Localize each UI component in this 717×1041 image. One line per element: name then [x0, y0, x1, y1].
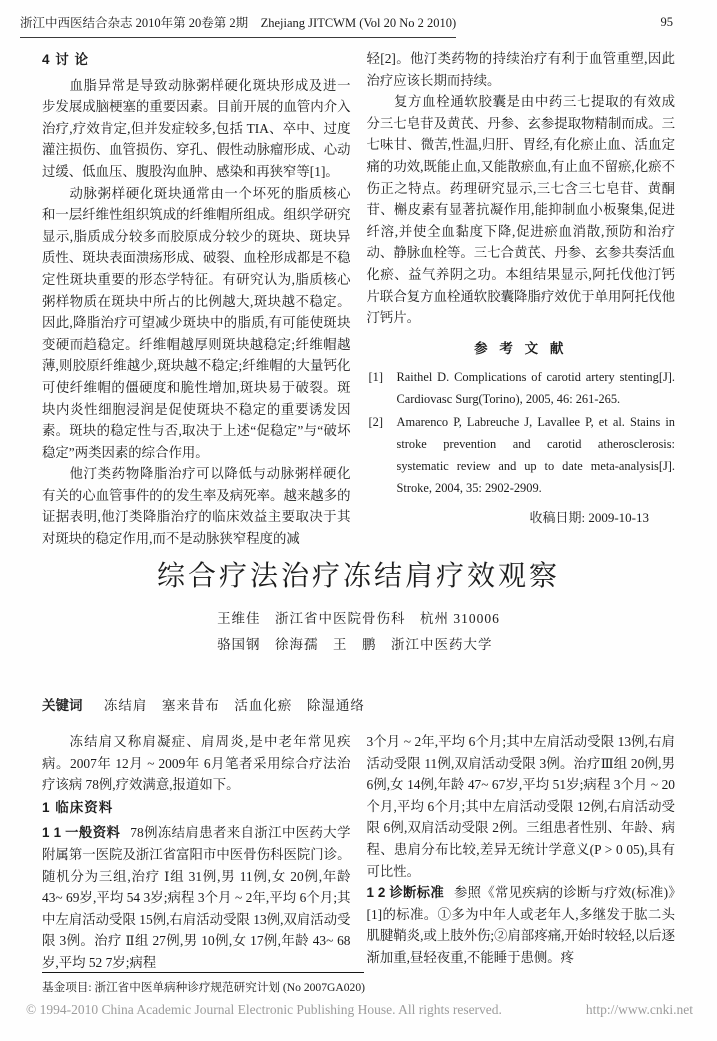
copyright-url: http://www.cnki.net — [585, 1002, 693, 1017]
section1-heading: 1 临床资料 — [42, 799, 114, 815]
received-date: 收稿日期: 2009-10-13 — [529, 510, 649, 526]
body-left-column — [42, 731, 351, 974]
author-line-2: 骆国钢 徐海孺 王 鹏 浙江中医药大学 — [217, 637, 493, 652]
fund-footnote: 基金项目: 浙江省中医单病种诊疗规范研究计划 (No 2007GA020) — [42, 972, 364, 995]
section11-paragraph — [42, 822, 351, 973]
journal-title-line: 浙江中西医结合杂志 2010年第 20卷第 2期 Zhejiang JITCWM (Vol 20 No 2 2010) — [20, 13, 456, 38]
article-title: 综合疗法治疗冻结肩疗效观察 — [156, 561, 560, 592]
body-right-column — [367, 731, 676, 974]
reference-text: Amarenco P, Labreuche J, Lavallee P, et al. Stains in stroke prevention and carotid atherosclerosis: systematic review and up to date meta-analysis[J]. Stroke, 2004, 35: 2902-2909. — [396, 415, 675, 496]
discussion-left-column — [42, 48, 351, 550]
page-header — [20, 13, 657, 38]
keywords-label: 关键词 — [42, 698, 83, 713]
section11-paragraph-continued: 3个月 ~ 2年,平均 6个月;其中左肩活动受限 13例,右肩活动受限 11例,双肩活动受限 3例。治疗Ⅲ组 20例,男 6例,女 14例,年龄 47~ 67岁,平均 51岁;病程 3个月 ~ 20个月,平均 6个月;其中左肩活动受限 12例,右肩活动受限 6例,双肩活动受限 2例。三组患者性别、年龄、病程、患肩分布比较,差异无统计学意义(P > 0 05),具有可比性。 — [366, 734, 675, 879]
reference-item — [367, 411, 676, 499]
keywords-text: 冻结肩 塞来昔布 活血化瘀 除湿通络 — [103, 698, 365, 713]
article-header — [0, 554, 717, 658]
discussion-paragraph-1: 血脂异常是导致动脉粥样硬化斑块形成及进一步发展成脑梗塞的重要因素。目前开展的血管内介入治疗,疗效肯定,但并发症较多,包括 TIA、卒中、过度灌注损伤、血管损伤、穿孔、假性动脉瘤形成、心动过缓、低血压、腹股沟血肿、感染和再狭窄等[1]。 — [42, 77, 351, 179]
discussion-paragraph-4: 复方血栓通软胶囊是由中药三七提取的有效成分三七皂苷及黄芪、丹参、玄参提取物精制而成。三七味甘、微苦,性温,归肝、胃经,有化瘀止血、活血定痛的功效,既能止血,又能散瘀血,有止血不留瘀,化瘀不伤正之特点。药理研究显示,三七含三七皂苷、黄酮苷、槲皮素有显著抗凝作用,能抑制血小板聚集,促进纤溶,并使全血黏度下降,促进瘀血消散,预防和治疗动、静脉血栓等。三七合黄芪、丹参、玄参共奏活血化瘀、益气养阴之功。本组结果显示,阿托伐他汀钙片联合复方血栓通软胶囊降脂疗效优于单用阿托伐他汀钙片。 — [366, 94, 675, 326]
page-number: 95 — [660, 15, 673, 29]
references-heading: 参 考 文 献 — [474, 340, 568, 356]
author-line-1: 王维佳 浙江省中医院骨伤科 杭州 310006 — [217, 611, 500, 626]
author-block — [217, 606, 500, 658]
reference-number: [2] — [368, 415, 383, 430]
copyright-line — [26, 1002, 693, 1018]
discussion-paragraph-continued: 轻[2]。他汀类药物的持续治疗有利于血管重塑,因此治疗应该长期而持续。 — [366, 51, 675, 88]
reference-text: Raithel D. Complications of carotid artery stenting[J]. Cardiovasc Surg(Torino), 2005, 46: 261-265. — [396, 370, 675, 407]
reference-item — [367, 366, 676, 410]
section11-label: 1 1 一般资料 — [42, 825, 121, 841]
discussion-right-column — [367, 48, 676, 550]
discussion-section — [42, 48, 675, 550]
keywords-line — [42, 694, 675, 714]
section12-paragraph — [367, 882, 676, 968]
section12-label: 1 2 诊断标准 — [366, 885, 444, 901]
intro-paragraph: 冻结肩又称肩凝症、肩周炎,是中老年常见疾病。2007年 12月 ~ 2009年 6月笔者采用综合疗法治疗该病 78例,疗效满意,报道如下。 — [42, 734, 351, 793]
copyright-text: © 1994-2010 China Academic Journal Electronic Publishing House. All rights reserved. — [26, 1002, 502, 1017]
section12-text: 参照《常见疾病的诊断与疗效(标准)》[1]的标准。①多为中年人或老年人,多继发于肱二头肌腱鞘炎,或上肢外伤;②肩部疼痛,开始时较轻,以后逐渐加重,昼轻夜重,不能睡于患侧。疼 — [366, 885, 675, 965]
discussion-paragraph-2: 动脉粥样硬化斑块通常由一个坏死的脂质核心和一层纤维性组织筑成的纤维帽所组成。组织学研究显示,脂质成分较多而胶原成分较少的斑块、斑块异质性、斑块表面溃疡形成、破裂、血栓形成都是不稳定性斑块重要的形态学特征。有研究认为,脂质核心粥样物质在斑块中所占的比例越大,斑块越不稳定。因此,降脂治疗可望减少斑块中的脂质,有可能使斑块变硬而趋稳定。纤维帽越厚则斑块越稳定;纤维帽越薄,则胶原纤维越少,斑块越不稳定;纤维帽的大量钙化可使纤维帽的僵硬度和脆性增加,斑块易于破裂。斑块内炎性细胞浸润是促使斑块不稳定的重要诱发因素。斑块的稳定性与否,取决于上述“促稳定”与“破坏稳定”两类因素的综合作用。 — [42, 185, 351, 460]
discussion-heading: 4 讨 论 — [42, 52, 90, 67]
article-body — [42, 731, 675, 974]
discussion-paragraph-3: 他汀类药物降脂治疗可以降低与动脉粥样硬化有关的心血管事件的的发生率及病死率。越来越多的证据表明,他汀类降脂治疗的临床效益主要取决于其对斑块的稳定作用,而不是动脉狭窄程度的减 — [42, 466, 351, 547]
section11-text: 78例冻结肩患者来自浙江中医药大学附属第一医院及浙江省富阳市中医骨伤科医院门诊。随机分为三组,治疗 Ⅰ组 31例,男 11例,女 20例,年龄 43~ 69岁,平均 54 3岁;病程 3个月 ~ 2年,平均 6个月;其中左肩活动受限 15例,右肩活动受限 13例,双肩活动受限 3例。治疗 Ⅱ组 27例,男 10例,女 17例,年龄 43~ 68岁,平均 52 7岁;病程 — [42, 825, 351, 970]
reference-number: [1] — [368, 370, 383, 385]
